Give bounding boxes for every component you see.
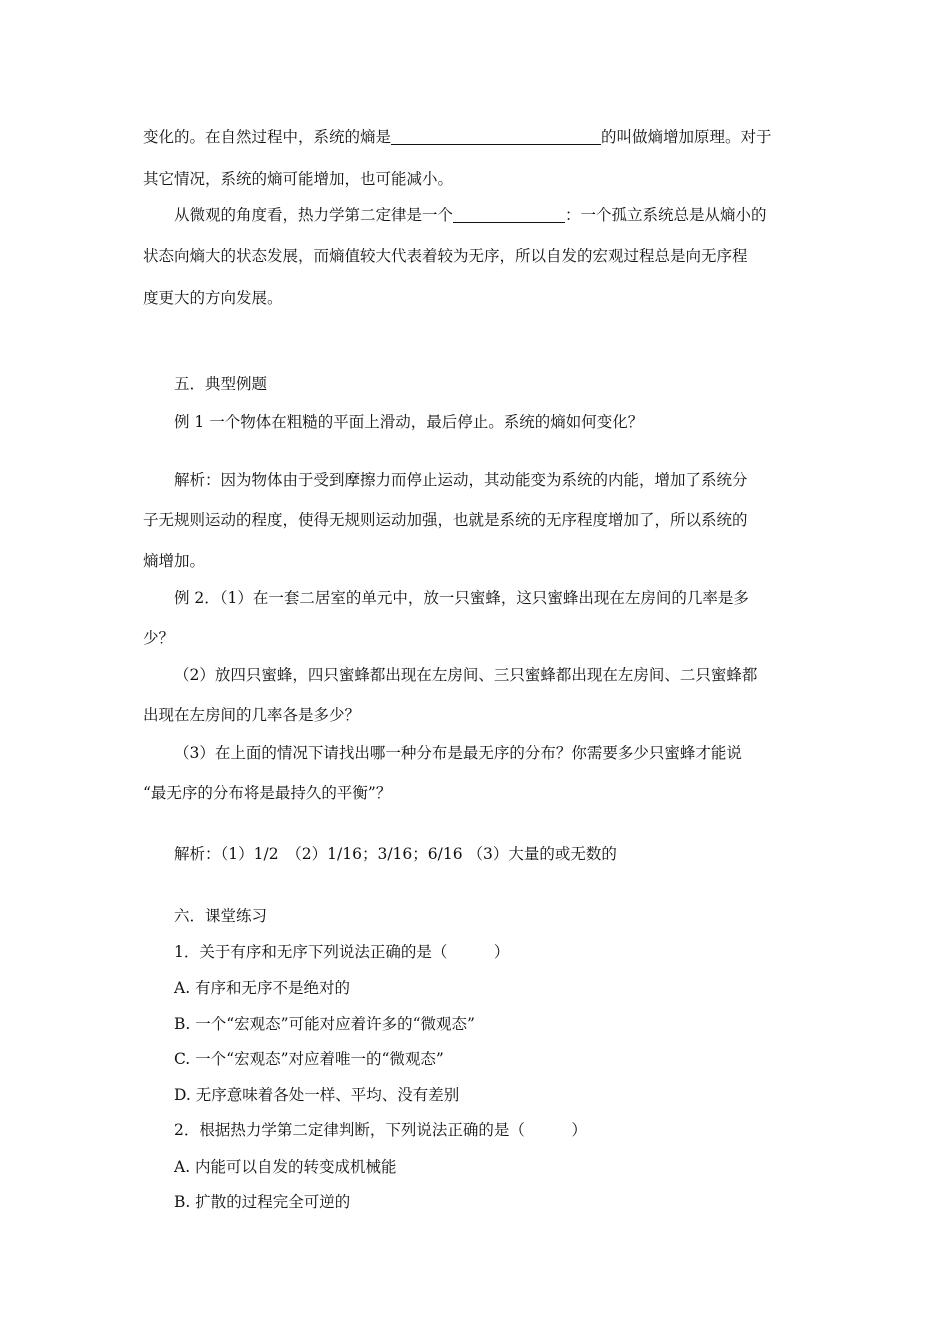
paragraph2-text-b: ：一个孤立系统总是从熵小的 [565,206,767,224]
paragraph2-text-a: 从微观的角度看，热力学第二定律是一个 [174,206,454,224]
fill-in-blank-2[interactable] [453,206,565,223]
example2-q2-line1: （2）放四只蜜蜂，四只蜜蜂都出现在左房间、三只蜜蜂都出现在左房间、二只蜜蜂都 [174,666,758,684]
section6-heading: 六．课堂练习 [174,907,268,925]
question2-option-a: A. 内能可以自发的转变成机械能 [174,1158,397,1176]
example2-q2-line2: 出现在左房间的几率各是多少？ [143,706,361,724]
example2-line2: 少？ [143,629,175,647]
question1-option-b: B. 一个“宏观态”可能对应着许多的“微观态” [174,1015,475,1033]
example2-q3-line2: “最无序的分布将是最持久的平衡”？ [143,784,392,802]
paragraph2-line3: 度更大的方向发展。 [143,289,283,307]
question1-option-a: A. 有序和无序不是绝对的 [174,979,351,997]
example1: 例 1 一个物体在粗糙的平面上滑动，最后停止。系统的熵如何变化？ [174,413,644,431]
analysis1-line1: 解析：因为物体由于受到摩擦力而停止运动，其动能变为系统的内能，增加了系统分 [174,471,748,489]
paragraph2-line2: 状态向熵大的状态发展，而熵值较大代表着较为无序，所以自发的宏观过程总是向无序程 [143,247,748,265]
question2-option-b: B. 扩散的过程完全可逆的 [174,1193,351,1211]
paragraph1-text-a: 变化的。在自然过程中，系统的熵是 [143,128,392,146]
section5-heading: 五．典型例题 [174,375,268,393]
question1: 1．关于有序和无序下列说法正确的是（ ） [174,943,510,961]
question1-option-d: D. 无序意味着各处一样、平均、没有差别 [174,1086,460,1104]
question1-option-c: C. 一个“宏观态”对应着唯一的“微观态” [174,1050,444,1068]
question2: 2．根据热力学第二定律判断，下列说法正确的是（ ） [174,1121,587,1139]
paragraph1-line2: 其它情况，系统的熵可能增加，也可能减小。 [143,170,454,188]
paragraph1-line1 [143,127,772,147]
fill-in-blank-1[interactable] [391,128,601,145]
analysis1-line3: 熵增加。 [143,552,206,570]
paragraph2-line1 [174,205,767,225]
example2-q3-line1: （3）在上面的情况下请找出哪一种分布是最无序的分布？你需要多少只蜜蜂才能说 [174,744,742,762]
analysis2: 解析：（1）1/2 （2）1/16；3/16；6/16 （3）大量的或无数的 [174,845,617,863]
example2-line1: 例 2．（1）在一套二居室的单元中，放一只蜜蜂，这只蜜蜂出现在左房间的几率是多 [174,589,749,607]
analysis1-line2: 子无规则运动的程度，使得无规则运动加强，也就是系统的无序程度增加了，所以系统的 [143,511,748,529]
paragraph1-text-b: 的叫做熵增加原理。对于 [601,128,772,146]
